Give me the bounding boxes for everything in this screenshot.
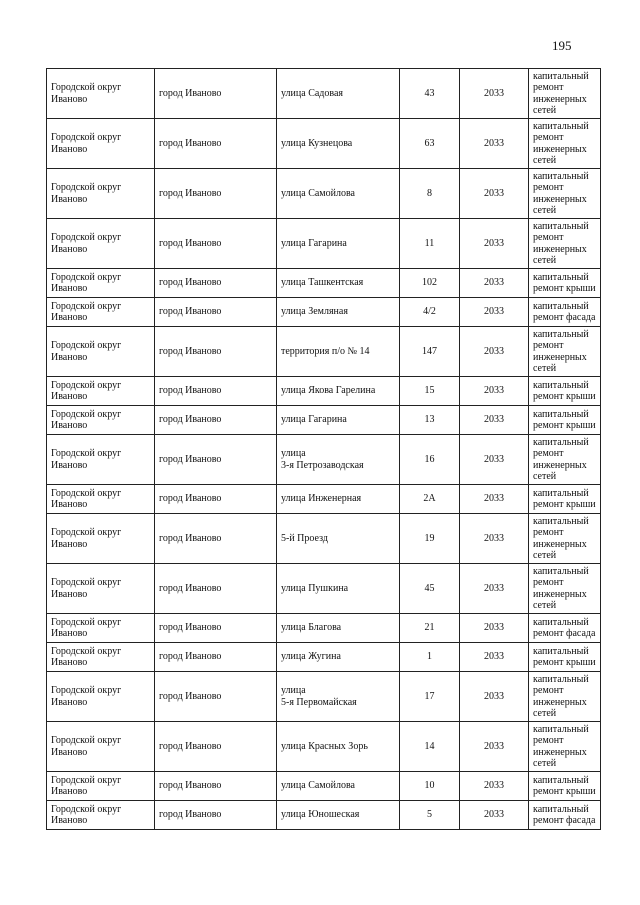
year-cell: 2033 [460, 377, 529, 406]
page-number: 195 [552, 38, 572, 53]
district-cell: Городской округ Иваново [47, 119, 155, 169]
table-row [47, 672, 601, 722]
district-cell: Городской округ Иваново [47, 435, 155, 485]
house-number-cell: 19 [400, 514, 460, 564]
city-cell: город Иваново [155, 485, 277, 514]
table-row [47, 614, 601, 643]
house-number-cell: 13 [400, 406, 460, 435]
city-cell: город Иваново [155, 169, 277, 219]
house-number-cell: 10 [400, 772, 460, 801]
year-cell: 2033 [460, 269, 529, 298]
year-cell: 2033 [460, 219, 529, 269]
street-cell: улица Красных Зорь [277, 722, 400, 772]
work-type-cell: капитальный ремонт инженерных сетей [529, 514, 601, 564]
table-row [47, 801, 601, 830]
year-cell: 2033 [460, 169, 529, 219]
house-number-cell: 45 [400, 564, 460, 614]
year-cell: 2033 [460, 69, 529, 119]
table-row [47, 564, 601, 614]
city-cell: город Иваново [155, 269, 277, 298]
table-row [47, 69, 601, 119]
city-cell: город Иваново [155, 377, 277, 406]
street-cell: улица Самойлова [277, 772, 400, 801]
district-cell: Городской округ Иваново [47, 801, 155, 830]
work-type-cell: капитальный ремонт фасада [529, 801, 601, 830]
street-cell: улица Жугина [277, 643, 400, 672]
house-number-cell: 102 [400, 269, 460, 298]
district-cell: Городской округ Иваново [47, 169, 155, 219]
city-cell: город Иваново [155, 406, 277, 435]
city-cell: город Иваново [155, 564, 277, 614]
work-type-cell: капитальный ремонт крыши [529, 485, 601, 514]
street-cell: улица Юношеская [277, 801, 400, 830]
table-row [47, 219, 601, 269]
district-cell: Городской округ Иваново [47, 485, 155, 514]
work-type-cell: капитальный ремонт инженерных сетей [529, 722, 601, 772]
street-cell: территория п/о № 14 [277, 327, 400, 377]
street-cell: улица 3-я Петрозаводская [277, 435, 400, 485]
table-row [47, 485, 601, 514]
work-type-cell: капитальный ремонт крыши [529, 772, 601, 801]
house-number-cell: 2А [400, 485, 460, 514]
year-cell: 2033 [460, 298, 529, 327]
table-row [47, 772, 601, 801]
house-number-cell: 15 [400, 377, 460, 406]
table-row [47, 298, 601, 327]
work-type-cell: капитальный ремонт инженерных сетей [529, 327, 601, 377]
repair-schedule-table [46, 68, 601, 830]
year-cell: 2033 [460, 614, 529, 643]
house-number-cell: 17 [400, 672, 460, 722]
district-cell: Городской округ Иваново [47, 269, 155, 298]
city-cell: город Иваново [155, 327, 277, 377]
house-number-cell: 4/2 [400, 298, 460, 327]
table-row [47, 435, 601, 485]
table-row [47, 269, 601, 298]
house-number-cell: 11 [400, 219, 460, 269]
city-cell: город Иваново [155, 772, 277, 801]
district-cell: Городской округ Иваново [47, 377, 155, 406]
street-cell: улица Пушкина [277, 564, 400, 614]
street-cell: улица Инженерная [277, 485, 400, 514]
work-type-cell: капитальный ремонт инженерных сетей [529, 119, 601, 169]
district-cell: Городской округ Иваново [47, 514, 155, 564]
work-type-cell: капитальный ремонт инженерных сетей [529, 564, 601, 614]
table-row [47, 406, 601, 435]
city-cell: город Иваново [155, 119, 277, 169]
house-number-cell: 14 [400, 722, 460, 772]
street-cell: 5-й Проезд [277, 514, 400, 564]
work-type-cell: капитальный ремонт крыши [529, 406, 601, 435]
table-row [47, 327, 601, 377]
street-cell: улица Якова Гарелина [277, 377, 400, 406]
district-cell: Городской округ Иваново [47, 298, 155, 327]
year-cell: 2033 [460, 119, 529, 169]
city-cell: город Иваново [155, 643, 277, 672]
street-cell: улица Кузнецова [277, 119, 400, 169]
year-cell: 2033 [460, 406, 529, 435]
city-cell: город Иваново [155, 614, 277, 643]
table-row [47, 169, 601, 219]
city-cell: город Иваново [155, 722, 277, 772]
table-body [47, 69, 601, 830]
city-cell: город Иваново [155, 801, 277, 830]
year-cell: 2033 [460, 435, 529, 485]
district-cell: Городской округ Иваново [47, 564, 155, 614]
street-cell: улица Гагарина [277, 406, 400, 435]
year-cell: 2033 [460, 672, 529, 722]
work-type-cell: капитальный ремонт инженерных сетей [529, 672, 601, 722]
table-row [47, 514, 601, 564]
house-number-cell: 147 [400, 327, 460, 377]
house-number-cell: 63 [400, 119, 460, 169]
district-cell: Городской округ Иваново [47, 722, 155, 772]
table-row [47, 722, 601, 772]
year-cell: 2033 [460, 327, 529, 377]
year-cell: 2033 [460, 772, 529, 801]
year-cell: 2033 [460, 801, 529, 830]
district-cell: Городской округ Иваново [47, 672, 155, 722]
table-row [47, 643, 601, 672]
district-cell: Городской округ Иваново [47, 614, 155, 643]
city-cell: город Иваново [155, 219, 277, 269]
district-cell: Городской округ Иваново [47, 219, 155, 269]
district-cell: Городской округ Иваново [47, 406, 155, 435]
city-cell: город Иваново [155, 672, 277, 722]
table-row [47, 377, 601, 406]
district-cell: Городской округ Иваново [47, 643, 155, 672]
year-cell: 2033 [460, 564, 529, 614]
city-cell: город Иваново [155, 435, 277, 485]
work-type-cell: капитальный ремонт фасада [529, 298, 601, 327]
house-number-cell: 21 [400, 614, 460, 643]
house-number-cell: 5 [400, 801, 460, 830]
work-type-cell: капитальный ремонт инженерных сетей [529, 219, 601, 269]
city-cell: город Иваново [155, 514, 277, 564]
work-type-cell: капитальный ремонт инженерных сетей [529, 169, 601, 219]
year-cell: 2033 [460, 643, 529, 672]
year-cell: 2033 [460, 514, 529, 564]
street-cell: улица Ташкентская [277, 269, 400, 298]
district-cell: Городской округ Иваново [47, 69, 155, 119]
work-type-cell: капитальный ремонт крыши [529, 643, 601, 672]
street-cell: улица 5-я Первомайская [277, 672, 400, 722]
street-cell: улица Самойлова [277, 169, 400, 219]
work-type-cell: капитальный ремонт инженерных сетей [529, 69, 601, 119]
work-type-cell: капитальный ремонт фасада [529, 614, 601, 643]
work-type-cell: капитальный ремонт инженерных сетей [529, 435, 601, 485]
street-cell: улица Гагарина [277, 219, 400, 269]
house-number-cell: 43 [400, 69, 460, 119]
year-cell: 2033 [460, 485, 529, 514]
year-cell: 2033 [460, 722, 529, 772]
city-cell: город Иваново [155, 69, 277, 119]
house-number-cell: 1 [400, 643, 460, 672]
street-cell: улица Благова [277, 614, 400, 643]
street-cell: улица Земляная [277, 298, 400, 327]
house-number-cell: 8 [400, 169, 460, 219]
street-cell: улица Садовая [277, 69, 400, 119]
city-cell: город Иваново [155, 298, 277, 327]
house-number-cell: 16 [400, 435, 460, 485]
work-type-cell: капитальный ремонт крыши [529, 269, 601, 298]
table-row [47, 119, 601, 169]
district-cell: Городской округ Иваново [47, 772, 155, 801]
work-type-cell: капитальный ремонт крыши [529, 377, 601, 406]
district-cell: Городской округ Иваново [47, 327, 155, 377]
